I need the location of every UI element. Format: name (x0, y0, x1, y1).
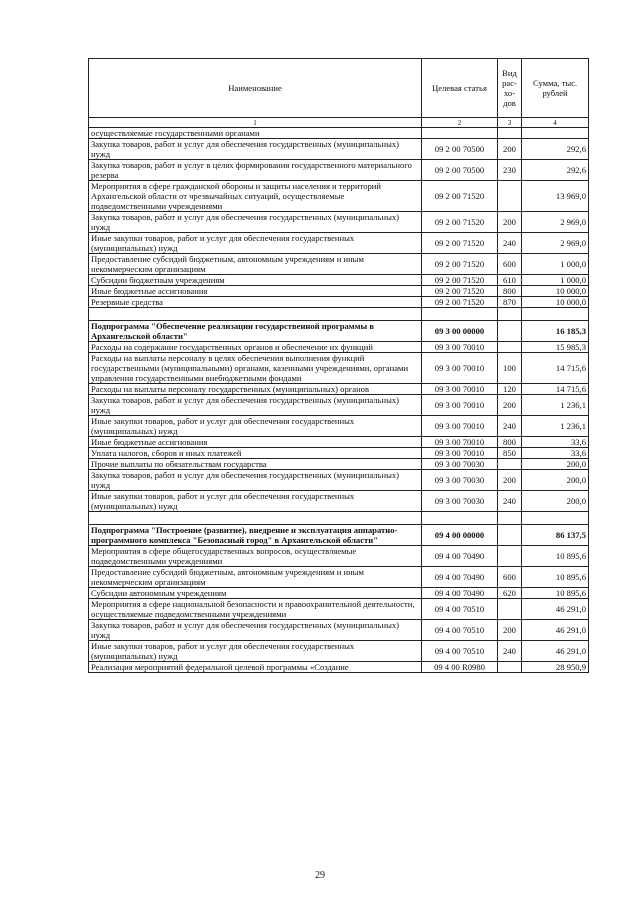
row-target-article: 09 2 00 71520 (422, 181, 498, 212)
row-sum: 14 715,6 (522, 353, 589, 384)
row-target-article: 09 3 00 70010 (422, 353, 498, 384)
row-target-article: 09 2 00 71520 (422, 254, 498, 275)
table-row (89, 395, 589, 416)
header-target-article: Целевая статья (422, 59, 498, 118)
row-sum: 1 236,1 (522, 416, 589, 437)
row-target-article: 09 2 00 70500 (422, 160, 498, 181)
row-name: Иные закупки товаров, работ и услуг для обеспечения государственных (муниципальных) нужд (89, 233, 422, 254)
row-expense-type: 230 (498, 160, 522, 181)
row-sum: 10 895,6 (522, 588, 589, 599)
row-target-article: 09 3 00 70030 (422, 491, 498, 512)
row-sum: 28 950,9 (522, 662, 589, 673)
row-target-article: 09 4 00 70510 (422, 641, 498, 662)
row-sum: 14 715,6 (522, 384, 589, 395)
row-expense-type: 240 (498, 641, 522, 662)
row-expense-type (498, 308, 522, 321)
column-number: 2 (422, 118, 498, 128)
row-name: Закупка товаров, работ и услуг для обеспечения государственных (муниципальных) нужд (89, 620, 422, 641)
row-expense-type: 200 (498, 395, 522, 416)
header-name: Наименование (89, 59, 422, 118)
table-row (89, 233, 589, 254)
row-sum: 200,0 (522, 491, 589, 512)
row-expense-type: 850 (498, 448, 522, 459)
row-expense-type: 800 (498, 286, 522, 297)
row-name: Расходы на содержание государственных органов и обеспечение их функций (89, 342, 422, 353)
row-sum: 10 895,6 (522, 546, 589, 567)
row-expense-type (498, 546, 522, 567)
row-target-article: 09 2 00 71520 (422, 286, 498, 297)
row-target-article: 09 3 00 70010 (422, 342, 498, 353)
row-expense-type (498, 525, 522, 546)
spacer-row (89, 308, 589, 321)
row-sum: 10 000,0 (522, 286, 589, 297)
row-expense-type: 610 (498, 275, 522, 286)
table-row (89, 662, 589, 673)
row-name: Иные бюджетные ассигнования (89, 437, 422, 448)
table-row (89, 599, 589, 620)
row-target-article: 09 4 00 R0980 (422, 662, 498, 673)
header-row (89, 59, 589, 118)
row-target-article: 09 3 00 70010 (422, 395, 498, 416)
header-sum: Сумма, тыс. рублей (522, 59, 589, 118)
row-sum: 292,6 (522, 139, 589, 160)
row-name: Расходы на выплаты персоналу в целях обеспечения выполнения функций государственными (муниципальными) органами, казенными учреждениями, органами управления государственными внебюджетными фондами (89, 353, 422, 384)
table-row (89, 353, 589, 384)
row-target-article: 09 3 00 00000 (422, 321, 498, 342)
row-name: осуществляемые государственными органами (89, 128, 422, 139)
table-row (89, 212, 589, 233)
row-target-article: 09 4 00 70490 (422, 588, 498, 599)
table-row (89, 254, 589, 275)
row-target-article: 09 4 00 70510 (422, 599, 498, 620)
row-sum: 46 291,0 (522, 599, 589, 620)
row-sum: 46 291,0 (522, 620, 589, 641)
row-target-article: 09 2 00 71520 (422, 212, 498, 233)
table-row (89, 588, 589, 599)
table-row (89, 567, 589, 588)
table-row (89, 128, 589, 139)
subprogram-row (89, 321, 589, 342)
row-name: Закупка товаров, работ и услуг для обеспечения государственных (муниципальных) нужд (89, 470, 422, 491)
row-target-article (422, 128, 498, 139)
row-sum (522, 128, 589, 139)
row-name: Реализация мероприятий федеральной целевой программы «Создание (89, 662, 422, 673)
row-target-article: 09 3 00 70010 (422, 437, 498, 448)
row-target-article: 09 2 00 70500 (422, 139, 498, 160)
table-row (89, 641, 589, 662)
row-sum: 16 185,3 (522, 321, 589, 342)
row-name: Субсидии автономным учреждениям (89, 588, 422, 599)
row-expense-type (498, 181, 522, 212)
table-row (89, 437, 589, 448)
row-name: Закупка товаров, работ и услуг в целях формирования государственного материального резерва (89, 160, 422, 181)
row-sum: 292,6 (522, 160, 589, 181)
row-target-article: 09 4 00 70490 (422, 546, 498, 567)
row-target-article (422, 512, 498, 525)
column-number: 4 (522, 118, 589, 128)
row-name: Мероприятия в сфере национальной безопасности и правоохранительной деятельности, осуществляемые подведомственными учреждениями (89, 599, 422, 620)
row-sum: 10 000,0 (522, 297, 589, 308)
table-row (89, 546, 589, 567)
table-row (89, 491, 589, 512)
row-sum: 33,6 (522, 437, 589, 448)
row-expense-type: 600 (498, 567, 522, 588)
row-expense-type (498, 512, 522, 525)
row-target-article: 09 3 00 70030 (422, 470, 498, 491)
row-sum: 200,0 (522, 470, 589, 491)
row-sum: 1 000,0 (522, 275, 589, 286)
row-sum: 200,0 (522, 459, 589, 470)
row-name: Мероприятия в сфере гражданской обороны и защиты населения и территорий Архангельской области от чрезвычайных ситуаций, осуществляемые подведомственными учреждениями (89, 181, 422, 212)
row-name: Резервные средства (89, 297, 422, 308)
column-number: 3 (498, 118, 522, 128)
row-target-article: 09 4 00 70490 (422, 567, 498, 588)
table-body (89, 128, 589, 673)
table-row (89, 297, 589, 308)
row-name: Предоставление субсидий бюджетным, автономным учреждениям и иным некоммерческим организациям (89, 254, 422, 275)
spacer-row (89, 512, 589, 525)
table-row (89, 459, 589, 470)
table-row (89, 470, 589, 491)
table-row (89, 448, 589, 459)
row-sum: 2 969,0 (522, 233, 589, 254)
row-name: Закупка товаров, работ и услуг для обеспечения государственных (муниципальных) нужд (89, 139, 422, 160)
row-expense-type: 100 (498, 353, 522, 384)
row-expense-type (498, 128, 522, 139)
row-expense-type (498, 662, 522, 673)
row-sum: 2 969,0 (522, 212, 589, 233)
row-expense-type: 240 (498, 233, 522, 254)
table-row (89, 384, 589, 395)
row-name: Субсидии бюджетным учреждениям (89, 275, 422, 286)
row-expense-type (498, 321, 522, 342)
column-number-row (89, 118, 589, 128)
row-name: Иные закупки товаров, работ и услуг для обеспечения государственных (муниципальных) нужд (89, 416, 422, 437)
row-expense-type: 200 (498, 470, 522, 491)
row-name: Иные закупки товаров, работ и услуг для обеспечения государственных (муниципальных) нужд (89, 491, 422, 512)
row-name: Закупка товаров, работ и услуг для обеспечения государственных (муниципальных) нужд (89, 212, 422, 233)
row-sum: 13 969,0 (522, 181, 589, 212)
row-expense-type (498, 599, 522, 620)
row-sum: 10 895,6 (522, 567, 589, 588)
row-name: Закупка товаров, работ и услуг для обеспечения государственных (муниципальных) нужд (89, 395, 422, 416)
table-row (89, 342, 589, 353)
row-expense-type: 240 (498, 416, 522, 437)
row-expense-type: 600 (498, 254, 522, 275)
row-name: Прочие выплаты по обязательствам государства (89, 459, 422, 470)
row-sum: 1 236,1 (522, 395, 589, 416)
row-target-article: 09 4 00 00000 (422, 525, 498, 546)
row-name: Мероприятия в сфере общегосударственных вопросов, осуществляемые подведомственными учреждениями (89, 546, 422, 567)
row-name: Расходы на выплаты персоналу государственных (муниципальных) органов (89, 384, 422, 395)
row-target-article: 09 2 00 71520 (422, 297, 498, 308)
row-name: Предоставление субсидий бюджетным, автономным учреждениям и иным некоммерческим организациям (89, 567, 422, 588)
row-target-article: 09 3 00 70010 (422, 384, 498, 395)
row-sum (522, 308, 589, 321)
row-target-article: 09 4 00 70510 (422, 620, 498, 641)
table-row (89, 181, 589, 212)
row-name: Подпрограмма "Обеспечение реализации государственной программы в Архангельской области" (89, 321, 422, 342)
row-sum (522, 512, 589, 525)
row-expense-type: 200 (498, 139, 522, 160)
row-expense-type (498, 459, 522, 470)
row-target-article: 09 3 00 70010 (422, 416, 498, 437)
row-expense-type: 870 (498, 297, 522, 308)
row-expense-type: 620 (498, 588, 522, 599)
row-target-article: 09 2 00 71520 (422, 233, 498, 254)
row-sum: 46 291,0 (522, 641, 589, 662)
row-target-article: 09 2 00 71520 (422, 275, 498, 286)
page-number: 29 (315, 870, 325, 881)
row-name: Иные закупки товаров, работ и услуг для обеспечения государственных (муниципальных) нужд (89, 641, 422, 662)
row-expense-type: 800 (498, 437, 522, 448)
subprogram-row (89, 525, 589, 546)
row-target-article (422, 308, 498, 321)
header-expense-type: Вид рас- хо- дов (498, 59, 522, 118)
row-name (89, 308, 422, 321)
row-sum: 33,6 (522, 448, 589, 459)
row-target-article: 09 3 00 70030 (422, 459, 498, 470)
column-number: 1 (89, 118, 422, 128)
table-row (89, 139, 589, 160)
row-name: Подпрограмма "Построение (развитие), внедрение и эксплуатация аппаратно-программного комплекса "Безопасный город" в Архангельской области" (89, 525, 422, 546)
table-row (89, 275, 589, 286)
row-sum: 86 137,5 (522, 525, 589, 546)
row-sum: 15 985,3 (522, 342, 589, 353)
table-row (89, 286, 589, 297)
table-row (89, 620, 589, 641)
row-expense-type: 200 (498, 212, 522, 233)
row-expense-type (498, 342, 522, 353)
table-row (89, 160, 589, 181)
row-expense-type: 200 (498, 620, 522, 641)
table-row (89, 416, 589, 437)
row-name: Уплата налогов, сборов и иных платежей (89, 448, 422, 459)
row-name (89, 512, 422, 525)
row-expense-type: 240 (498, 491, 522, 512)
row-expense-type: 120 (498, 384, 522, 395)
row-target-article: 09 3 00 70010 (422, 448, 498, 459)
row-sum: 1 000,0 (522, 254, 589, 275)
row-name: Иные бюджетные ассигнования (89, 286, 422, 297)
budget-table (88, 58, 589, 673)
